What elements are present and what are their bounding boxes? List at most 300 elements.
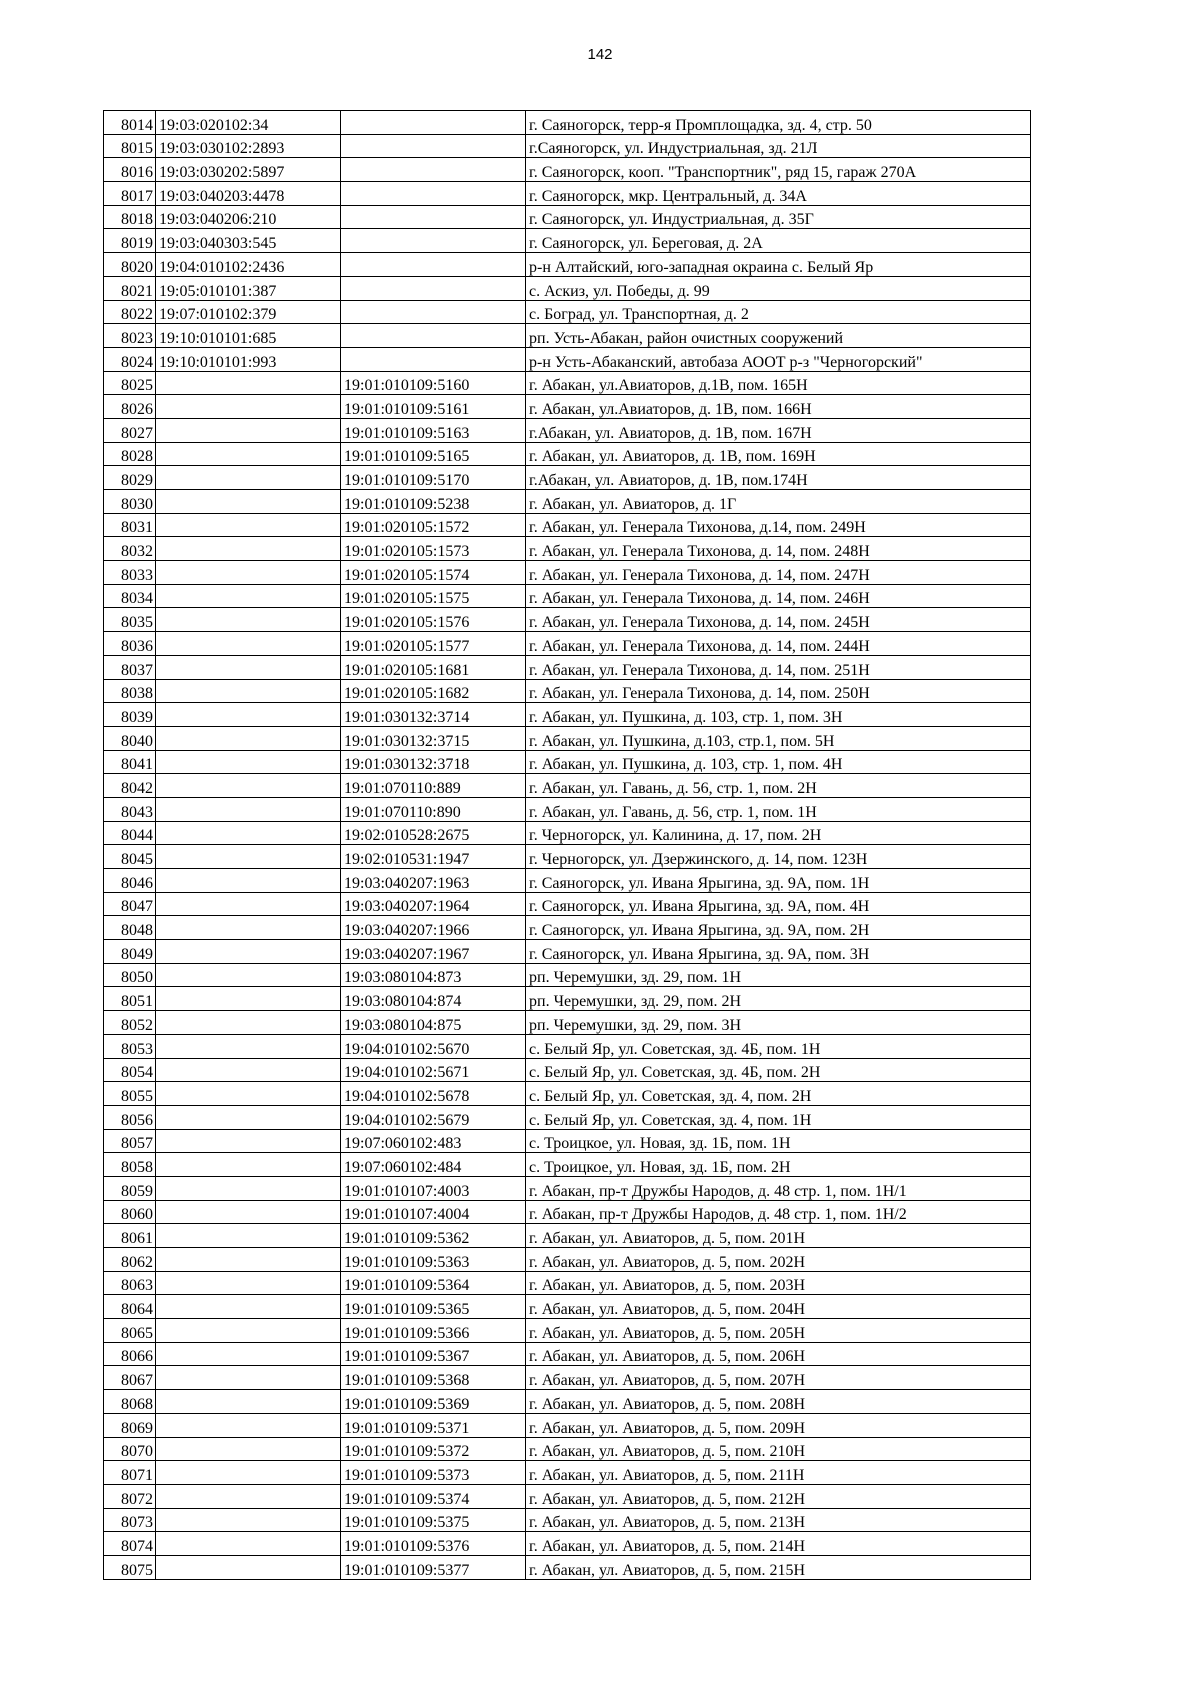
cadastral-number-new-cell: 19:01:010109:5367 — [341, 1342, 526, 1366]
row-number-cell: 8060 — [104, 1200, 156, 1224]
cadastral-number-new-cell: 19:01:010109:5161 — [341, 395, 526, 419]
table-row — [104, 1176, 1031, 1200]
row-number-cell: 8021 — [104, 276, 156, 300]
cadastral-number-old-cell — [156, 608, 341, 632]
table-row — [104, 1224, 1031, 1248]
address-cell: с. Аскиз, ул. Победы, д. 99 — [526, 276, 1031, 300]
cadastral-number-new-cell: 19:03:040207:1967 — [341, 940, 526, 964]
cadastral-number-old-cell — [156, 442, 341, 466]
cadastral-number-new-cell — [341, 134, 526, 158]
address-cell: г. Абакан, ул. Генерала Тихонова, д. 14, пом. 247Н — [526, 561, 1031, 585]
cadastral-number-new-cell: 19:01:010109:5375 — [341, 1508, 526, 1532]
cadastral-number-new-cell: 19:02:010531:1947 — [341, 845, 526, 869]
row-number-cell: 8047 — [104, 892, 156, 916]
table-row — [104, 513, 1031, 537]
address-cell: г. Абакан, ул. Авиаторов, д. 5, пом. 211Н — [526, 1461, 1031, 1485]
cadastral-number-old-cell — [156, 1105, 341, 1129]
address-cell: г. Абакан, ул. Генерала Тихонова, д.14, пом. 249Н — [526, 513, 1031, 537]
address-cell: г. Абакан, ул. Генерала Тихонова, д. 14, пом. 244Н — [526, 632, 1031, 656]
table-row — [104, 1437, 1031, 1461]
cadastral-number-old-cell — [156, 821, 341, 845]
table-row — [104, 466, 1031, 490]
row-number-cell: 8048 — [104, 916, 156, 940]
row-number-cell: 8075 — [104, 1555, 156, 1579]
row-number-cell: 8037 — [104, 655, 156, 679]
row-number-cell: 8061 — [104, 1224, 156, 1248]
cadastral-number-old-cell — [156, 916, 341, 940]
cadastral-number-new-cell — [341, 324, 526, 348]
cadastral-number-old-cell — [156, 1224, 341, 1248]
address-cell: с. Троицкое, ул. Новая, зд. 1Б, пом. 1Н — [526, 1129, 1031, 1153]
cadastral-number-new-cell: 19:01:020105:1572 — [341, 513, 526, 537]
table-row — [104, 1508, 1031, 1532]
cadastral-number-new-cell — [341, 158, 526, 182]
cadastral-number-old-cell — [156, 632, 341, 656]
row-number-cell: 8043 — [104, 797, 156, 821]
row-number-cell: 8053 — [104, 1034, 156, 1058]
cadastral-number-new-cell: 19:04:010102:5678 — [341, 1082, 526, 1106]
address-cell: г. Абакан, ул. Авиаторов, д. 5, пом. 213Н — [526, 1508, 1031, 1532]
address-cell: рп. Черемушки, зд. 29, пом. 3Н — [526, 1011, 1031, 1035]
address-cell: г. Саяногорск, ул. Индустриальная, д. 35Г — [526, 205, 1031, 229]
cadastral-number-old-cell — [156, 466, 341, 490]
row-number-cell: 8059 — [104, 1176, 156, 1200]
cadastral-number-old-cell — [156, 1011, 341, 1035]
row-number-cell: 8045 — [104, 845, 156, 869]
table-row — [104, 869, 1031, 893]
row-number-cell: 8070 — [104, 1437, 156, 1461]
table-row — [104, 1484, 1031, 1508]
row-number-cell: 8035 — [104, 608, 156, 632]
cadastral-number-old-cell: 19:03:040203:4478 — [156, 182, 341, 206]
address-cell: г. Абакан, ул. Авиаторов, д. 5, пом. 205Н — [526, 1319, 1031, 1343]
row-number-cell: 8039 — [104, 703, 156, 727]
row-number-cell: 8025 — [104, 371, 156, 395]
cadastral-number-old-cell: 19:03:030102:2893 — [156, 134, 341, 158]
address-cell: г. Саяногорск, ул. Ивана Ярыгина, зд. 9А, пом. 2Н — [526, 916, 1031, 940]
table-row — [104, 679, 1031, 703]
row-number-cell: 8073 — [104, 1508, 156, 1532]
table-row — [104, 371, 1031, 395]
row-number-cell: 8051 — [104, 987, 156, 1011]
address-cell: г. Абакан, ул. Пушкина, д. 103, стр. 1, пом. 4Н — [526, 750, 1031, 774]
cadastral-number-new-cell: 19:01:020105:1573 — [341, 537, 526, 561]
address-cell: г. Абакан, ул. Генерала Тихонова, д. 14, пом. 248Н — [526, 537, 1031, 561]
cadastral-number-new-cell: 19:01:010109:5238 — [341, 490, 526, 514]
cadastral-number-new-cell: 19:01:020105:1682 — [341, 679, 526, 703]
cadastral-number-old-cell — [156, 1390, 341, 1414]
row-number-cell: 8071 — [104, 1461, 156, 1485]
cadastral-number-old-cell — [156, 561, 341, 585]
cadastral-number-old-cell — [156, 1437, 341, 1461]
row-number-cell: 8022 — [104, 300, 156, 324]
address-cell: г. Абакан, ул. Авиаторов, д. 5, пом. 207Н — [526, 1366, 1031, 1390]
table-row — [104, 205, 1031, 229]
cadastral-number-old-cell — [156, 1295, 341, 1319]
table-row — [104, 253, 1031, 277]
cadastral-number-old-cell — [156, 1532, 341, 1556]
row-number-cell: 8020 — [104, 253, 156, 277]
address-cell: рп. Черемушки, зд. 29, пом. 1Н — [526, 963, 1031, 987]
cadastral-number-new-cell: 19:03:080104:873 — [341, 963, 526, 987]
cadastral-number-new-cell: 19:01:010109:5363 — [341, 1248, 526, 1272]
table-row — [104, 1342, 1031, 1366]
table-row — [104, 1295, 1031, 1319]
cadastral-number-old-cell: 19:03:030202:5897 — [156, 158, 341, 182]
table-row — [104, 1105, 1031, 1129]
cadastral-number-old-cell — [156, 1200, 341, 1224]
cadastral-number-new-cell: 19:02:010528:2675 — [341, 821, 526, 845]
cadastral-number-old-cell — [156, 655, 341, 679]
row-number-cell: 8068 — [104, 1390, 156, 1414]
cadastral-number-old-cell — [156, 1034, 341, 1058]
row-number-cell: 8046 — [104, 869, 156, 893]
row-number-cell: 8034 — [104, 584, 156, 608]
cadastral-number-new-cell: 19:01:010109:5366 — [341, 1319, 526, 1343]
cadastral-number-old-cell — [156, 1271, 341, 1295]
address-cell: рп. Черемушки, зд. 29, пом. 2Н — [526, 987, 1031, 1011]
cadastral-number-old-cell — [156, 845, 341, 869]
table-row — [104, 561, 1031, 585]
table-row — [104, 442, 1031, 466]
table-row — [104, 963, 1031, 987]
table-row — [104, 276, 1031, 300]
table-row — [104, 1413, 1031, 1437]
table-row — [104, 750, 1031, 774]
row-number-cell: 8066 — [104, 1342, 156, 1366]
address-cell: г. Абакан, ул.Авиаторов, д. 1В, пом. 166Н — [526, 395, 1031, 419]
table-row — [104, 1555, 1031, 1579]
row-number-cell: 8023 — [104, 324, 156, 348]
cadastral-number-new-cell: 19:01:070110:889 — [341, 774, 526, 798]
cadastral-number-old-cell — [156, 1342, 341, 1366]
cadastral-number-new-cell: 19:04:010102:5670 — [341, 1034, 526, 1058]
property-register-table — [103, 110, 1031, 1580]
cadastral-number-old-cell: 19:04:010102:2436 — [156, 253, 341, 277]
row-number-cell: 8044 — [104, 821, 156, 845]
cadastral-number-old-cell — [156, 774, 341, 798]
row-number-cell: 8038 — [104, 679, 156, 703]
cadastral-number-old-cell: 19:03:040303:545 — [156, 229, 341, 253]
cadastral-number-new-cell: 19:01:010109:5165 — [341, 442, 526, 466]
row-number-cell: 8015 — [104, 134, 156, 158]
cadastral-number-new-cell — [341, 205, 526, 229]
row-number-cell: 8072 — [104, 1484, 156, 1508]
cadastral-number-old-cell — [156, 1508, 341, 1532]
cadastral-number-old-cell — [156, 1248, 341, 1272]
address-cell: г. Абакан, ул. Авиаторов, д. 5, пом. 204Н — [526, 1295, 1031, 1319]
address-cell: р-н Алтайский, юго-западная окраина с. Белый Яр — [526, 253, 1031, 277]
address-cell: с. Белый Яр, ул. Советская, зд. 4, пом. 2Н — [526, 1082, 1031, 1106]
cadastral-number-old-cell — [156, 1413, 341, 1437]
row-number-cell: 8052 — [104, 1011, 156, 1035]
address-cell: г. Саяногорск, ул. Ивана Ярыгина, зд. 9А, пом. 1Н — [526, 869, 1031, 893]
row-number-cell: 8030 — [104, 490, 156, 514]
cadastral-number-new-cell: 19:01:020105:1574 — [341, 561, 526, 585]
table-row — [104, 1248, 1031, 1272]
table-row — [104, 1390, 1031, 1414]
table-row — [104, 774, 1031, 798]
cadastral-number-new-cell: 19:01:020105:1575 — [341, 584, 526, 608]
address-cell: г. Абакан, ул. Генерала Тихонова, д. 14, пом. 251Н — [526, 655, 1031, 679]
table-row — [104, 1034, 1031, 1058]
row-number-cell: 8056 — [104, 1105, 156, 1129]
row-number-cell: 8049 — [104, 940, 156, 964]
cadastral-number-new-cell: 19:01:010109:5364 — [341, 1271, 526, 1295]
cadastral-number-new-cell: 19:04:010102:5679 — [341, 1105, 526, 1129]
table-row — [104, 1461, 1031, 1485]
cadastral-number-new-cell: 19:03:080104:874 — [341, 987, 526, 1011]
table-row — [104, 608, 1031, 632]
address-cell: р-н Усть-Абаканский, автобаза АООТ р-з "Черногорский" — [526, 347, 1031, 371]
cadastral-number-new-cell: 19:03:040207:1966 — [341, 916, 526, 940]
cadastral-number-old-cell — [156, 1176, 341, 1200]
table-row — [104, 1319, 1031, 1343]
table-row — [104, 703, 1031, 727]
row-number-cell: 8065 — [104, 1319, 156, 1343]
row-number-cell: 8029 — [104, 466, 156, 490]
address-cell: г. Абакан, ул. Генерала Тихонова, д. 14, пом. 246Н — [526, 584, 1031, 608]
cadastral-number-old-cell — [156, 371, 341, 395]
row-number-cell: 8042 — [104, 774, 156, 798]
row-number-cell: 8067 — [104, 1366, 156, 1390]
table-row — [104, 892, 1031, 916]
address-cell: г. Абакан, ул. Авиаторов, д. 5, пом. 214Н — [526, 1532, 1031, 1556]
cadastral-number-old-cell — [156, 1129, 341, 1153]
cadastral-number-old-cell — [156, 1319, 341, 1343]
cadastral-number-old-cell — [156, 1082, 341, 1106]
cadastral-number-old-cell — [156, 1555, 341, 1579]
table-row — [104, 1366, 1031, 1390]
row-number-cell: 8016 — [104, 158, 156, 182]
cadastral-number-old-cell — [156, 963, 341, 987]
cadastral-number-old-cell: 19:10:010101:685 — [156, 324, 341, 348]
cadastral-number-old-cell — [156, 703, 341, 727]
row-number-cell: 8024 — [104, 347, 156, 371]
row-number-cell: 8036 — [104, 632, 156, 656]
table-row — [104, 490, 1031, 514]
table-row — [104, 1153, 1031, 1177]
cadastral-number-old-cell — [156, 418, 341, 442]
cadastral-number-old-cell — [156, 490, 341, 514]
table-row — [104, 655, 1031, 679]
address-cell: с. Троицкое, ул. Новая, зд. 1Б, пом. 2Н — [526, 1153, 1031, 1177]
cadastral-number-new-cell: 19:01:010109:5376 — [341, 1532, 526, 1556]
address-cell: г.Абакан, ул. Авиаторов, д. 1В, пом. 167Н — [526, 418, 1031, 442]
cadastral-number-new-cell: 19:01:010109:5365 — [341, 1295, 526, 1319]
table-row — [104, 134, 1031, 158]
cadastral-number-new-cell: 19:01:010109:5362 — [341, 1224, 526, 1248]
row-number-cell: 8055 — [104, 1082, 156, 1106]
address-cell: г. Саяногорск, терр-я Промплощадка, зд. 4, стр. 50 — [526, 111, 1031, 135]
cadastral-number-old-cell — [156, 1153, 341, 1177]
address-cell: г. Абакан, ул. Гавань, д. 56, стр. 1, пом. 1Н — [526, 797, 1031, 821]
address-cell: г.Саяногорск, ул. Индустриальная, зд. 21Л — [526, 134, 1031, 158]
cadastral-number-new-cell — [341, 276, 526, 300]
row-number-cell: 8040 — [104, 726, 156, 750]
row-number-cell: 8018 — [104, 205, 156, 229]
cadastral-number-new-cell: 19:07:060102:484 — [341, 1153, 526, 1177]
cadastral-number-old-cell — [156, 892, 341, 916]
cadastral-number-new-cell: 19:01:020105:1576 — [341, 608, 526, 632]
address-cell: с. Белый Яр, ул. Советская, зд. 4Б, пом. 1Н — [526, 1034, 1031, 1058]
cadastral-number-old-cell: 19:03:020102:34 — [156, 111, 341, 135]
cadastral-number-new-cell: 19:03:080104:875 — [341, 1011, 526, 1035]
table-row — [104, 845, 1031, 869]
address-cell: г. Абакан, ул. Авиаторов, д. 5, пом. 212Н — [526, 1484, 1031, 1508]
table-row — [104, 1011, 1031, 1035]
address-cell: г. Саяногорск, ул. Ивана Ярыгина, зд. 9А, пом. 3Н — [526, 940, 1031, 964]
cadastral-number-new-cell: 19:01:010109:5163 — [341, 418, 526, 442]
row-number-cell: 8064 — [104, 1295, 156, 1319]
row-number-cell: 8050 — [104, 963, 156, 987]
address-cell: г. Абакан, ул. Авиаторов, д. 5, пом. 209Н — [526, 1413, 1031, 1437]
table-row — [104, 940, 1031, 964]
row-number-cell: 8069 — [104, 1413, 156, 1437]
cadastral-number-new-cell: 19:01:010109:5371 — [341, 1413, 526, 1437]
address-cell: г. Абакан, ул. Пушкина, д. 103, стр. 1, пом. 3Н — [526, 703, 1031, 727]
table-row — [104, 1532, 1031, 1556]
cadastral-number-old-cell: 19:07:010102:379 — [156, 300, 341, 324]
table-row — [104, 726, 1031, 750]
address-cell: г. Абакан, ул. Генерала Тихонова, д. 14, пом. 250Н — [526, 679, 1031, 703]
address-cell: г. Саяногорск, ул. Ивана Ярыгина, зд. 9А, пом. 4Н — [526, 892, 1031, 916]
cadastral-number-new-cell: 19:07:060102:483 — [341, 1129, 526, 1153]
cadastral-number-new-cell: 19:01:010109:5170 — [341, 466, 526, 490]
table-row — [104, 347, 1031, 371]
table-row — [104, 537, 1031, 561]
address-cell: г. Черногорск, ул. Дзержинского, д. 14, пом. 123Н — [526, 845, 1031, 869]
cadastral-number-old-cell — [156, 750, 341, 774]
row-number-cell: 8074 — [104, 1532, 156, 1556]
cadastral-number-new-cell: 19:01:070110:890 — [341, 797, 526, 821]
cadastral-number-old-cell — [156, 1366, 341, 1390]
row-number-cell: 8028 — [104, 442, 156, 466]
cadastral-number-new-cell — [341, 300, 526, 324]
address-cell: г. Абакан, ул. Генерала Тихонова, д. 14, пом. 245Н — [526, 608, 1031, 632]
table-row — [104, 395, 1031, 419]
cadastral-number-old-cell: 19:05:010101:387 — [156, 276, 341, 300]
cadastral-number-new-cell: 19:03:040207:1964 — [341, 892, 526, 916]
cadastral-number-new-cell: 19:01:010107:4004 — [341, 1200, 526, 1224]
cadastral-number-new-cell — [341, 253, 526, 277]
cadastral-number-new-cell: 19:01:010109:5369 — [341, 1390, 526, 1414]
cadastral-number-old-cell — [156, 987, 341, 1011]
address-cell: г. Саяногорск, ул. Береговая, д. 2А — [526, 229, 1031, 253]
address-cell: рп. Усть-Абакан, район очистных сооружений — [526, 324, 1031, 348]
row-number-cell: 8054 — [104, 1058, 156, 1082]
cadastral-number-new-cell — [341, 347, 526, 371]
cadastral-number-old-cell — [156, 679, 341, 703]
cadastral-number-old-cell — [156, 584, 341, 608]
table-row — [104, 158, 1031, 182]
cadastral-number-new-cell: 19:01:010107:4003 — [341, 1176, 526, 1200]
cadastral-number-new-cell: 19:03:040207:1963 — [341, 869, 526, 893]
table-row — [104, 1082, 1031, 1106]
table-row — [104, 182, 1031, 206]
table-row — [104, 1058, 1031, 1082]
page-number: 142 — [587, 46, 613, 63]
address-cell: г. Абакан, ул. Гавань, д. 56, стр. 1, пом. 2Н — [526, 774, 1031, 798]
cadastral-number-old-cell: 19:10:010101:993 — [156, 347, 341, 371]
address-cell: г. Абакан, ул. Авиаторов, д. 1В, пом. 169Н — [526, 442, 1031, 466]
cadastral-number-new-cell: 19:01:030132:3718 — [341, 750, 526, 774]
cadastral-number-old-cell — [156, 726, 341, 750]
table-row — [104, 916, 1031, 940]
row-number-cell: 8062 — [104, 1248, 156, 1272]
address-cell: г. Саяногорск, кооп. "Транспортник", ряд 15, гараж 270А — [526, 158, 1031, 182]
address-cell: г. Абакан, ул. Авиаторов, д. 5, пом. 210Н — [526, 1437, 1031, 1461]
cadastral-number-new-cell: 19:01:010109:5368 — [341, 1366, 526, 1390]
address-cell: г. Абакан, ул. Авиаторов, д. 5, пом. 201Н — [526, 1224, 1031, 1248]
row-number-cell: 8041 — [104, 750, 156, 774]
cadastral-number-old-cell — [156, 395, 341, 419]
table-row — [104, 324, 1031, 348]
address-cell: г. Абакан, ул.Авиаторов, д.1В, пом. 165Н — [526, 371, 1031, 395]
table-row — [104, 797, 1031, 821]
cadastral-number-new-cell: 19:01:030132:3714 — [341, 703, 526, 727]
cadastral-number-new-cell — [341, 229, 526, 253]
address-cell: г. Абакан, ул. Авиаторов, д. 5, пом. 203Н — [526, 1271, 1031, 1295]
cadastral-number-old-cell — [156, 1484, 341, 1508]
address-cell: г. Абакан, ул. Пушкина, д.103, стр.1, пом. 5Н — [526, 726, 1031, 750]
address-cell: с. Белый Яр, ул. Советская, зд. 4, пом. 1Н — [526, 1105, 1031, 1129]
row-number-cell: 8063 — [104, 1271, 156, 1295]
address-cell: с. Боград, ул. Транспортная, д. 2 — [526, 300, 1031, 324]
row-number-cell: 8014 — [104, 111, 156, 135]
cadastral-number-new-cell: 19:01:010109:5160 — [341, 371, 526, 395]
table-row — [104, 821, 1031, 845]
address-cell: г. Абакан, ул. Авиаторов, д. 1Г — [526, 490, 1031, 514]
cadastral-number-old-cell — [156, 940, 341, 964]
table-body — [104, 111, 1031, 1580]
row-number-cell: 8027 — [104, 418, 156, 442]
address-cell: г.Абакан, ул. Авиаторов, д. 1В, пом.174Н — [526, 466, 1031, 490]
address-cell: с. Белый Яр, ул. Советская, зд. 4Б, пом. 2Н — [526, 1058, 1031, 1082]
cadastral-number-new-cell: 19:01:010109:5374 — [341, 1484, 526, 1508]
row-number-cell: 8026 — [104, 395, 156, 419]
cadastral-number-new-cell: 19:01:010109:5377 — [341, 1555, 526, 1579]
address-cell: г. Абакан, ул. Авиаторов, д. 5, пом. 206Н — [526, 1342, 1031, 1366]
table-row — [104, 1271, 1031, 1295]
row-number-cell: 8031 — [104, 513, 156, 537]
table-row — [104, 632, 1031, 656]
cadastral-number-new-cell: 19:04:010102:5671 — [341, 1058, 526, 1082]
table-row — [104, 418, 1031, 442]
address-cell: г. Абакан, ул. Авиаторов, д. 5, пом. 202Н — [526, 1248, 1031, 1272]
table-row — [104, 1200, 1031, 1224]
row-number-cell: 8019 — [104, 229, 156, 253]
row-number-cell: 8057 — [104, 1129, 156, 1153]
cadastral-number-old-cell: 19:03:040206:210 — [156, 205, 341, 229]
cadastral-number-new-cell: 19:01:010109:5373 — [341, 1461, 526, 1485]
address-cell: г. Саяногорск, мкр. Центральный, д. 34А — [526, 182, 1031, 206]
address-cell: г. Абакан, ул. Авиаторов, д. 5, пом. 215Н — [526, 1555, 1031, 1579]
table-row — [104, 300, 1031, 324]
table-row — [104, 111, 1031, 135]
row-number-cell: 8033 — [104, 561, 156, 585]
cadastral-number-old-cell — [156, 1461, 341, 1485]
address-cell: г. Черногорск, ул. Калинина, д. 17, пом. 2Н — [526, 821, 1031, 845]
address-cell: г. Абакан, пр-т Дружбы Народов, д. 48 стр. 1, пом. 1Н/2 — [526, 1200, 1031, 1224]
cadastral-number-new-cell: 19:01:020105:1577 — [341, 632, 526, 656]
table-row — [104, 584, 1031, 608]
address-cell: г. Абакан, ул. Авиаторов, д. 5, пом. 208Н — [526, 1390, 1031, 1414]
cadastral-number-old-cell — [156, 513, 341, 537]
row-number-cell: 8058 — [104, 1153, 156, 1177]
cadastral-number-new-cell — [341, 182, 526, 206]
address-cell: г. Абакан, пр-т Дружбы Народов, д. 48 стр. 1, пом. 1Н/1 — [526, 1176, 1031, 1200]
